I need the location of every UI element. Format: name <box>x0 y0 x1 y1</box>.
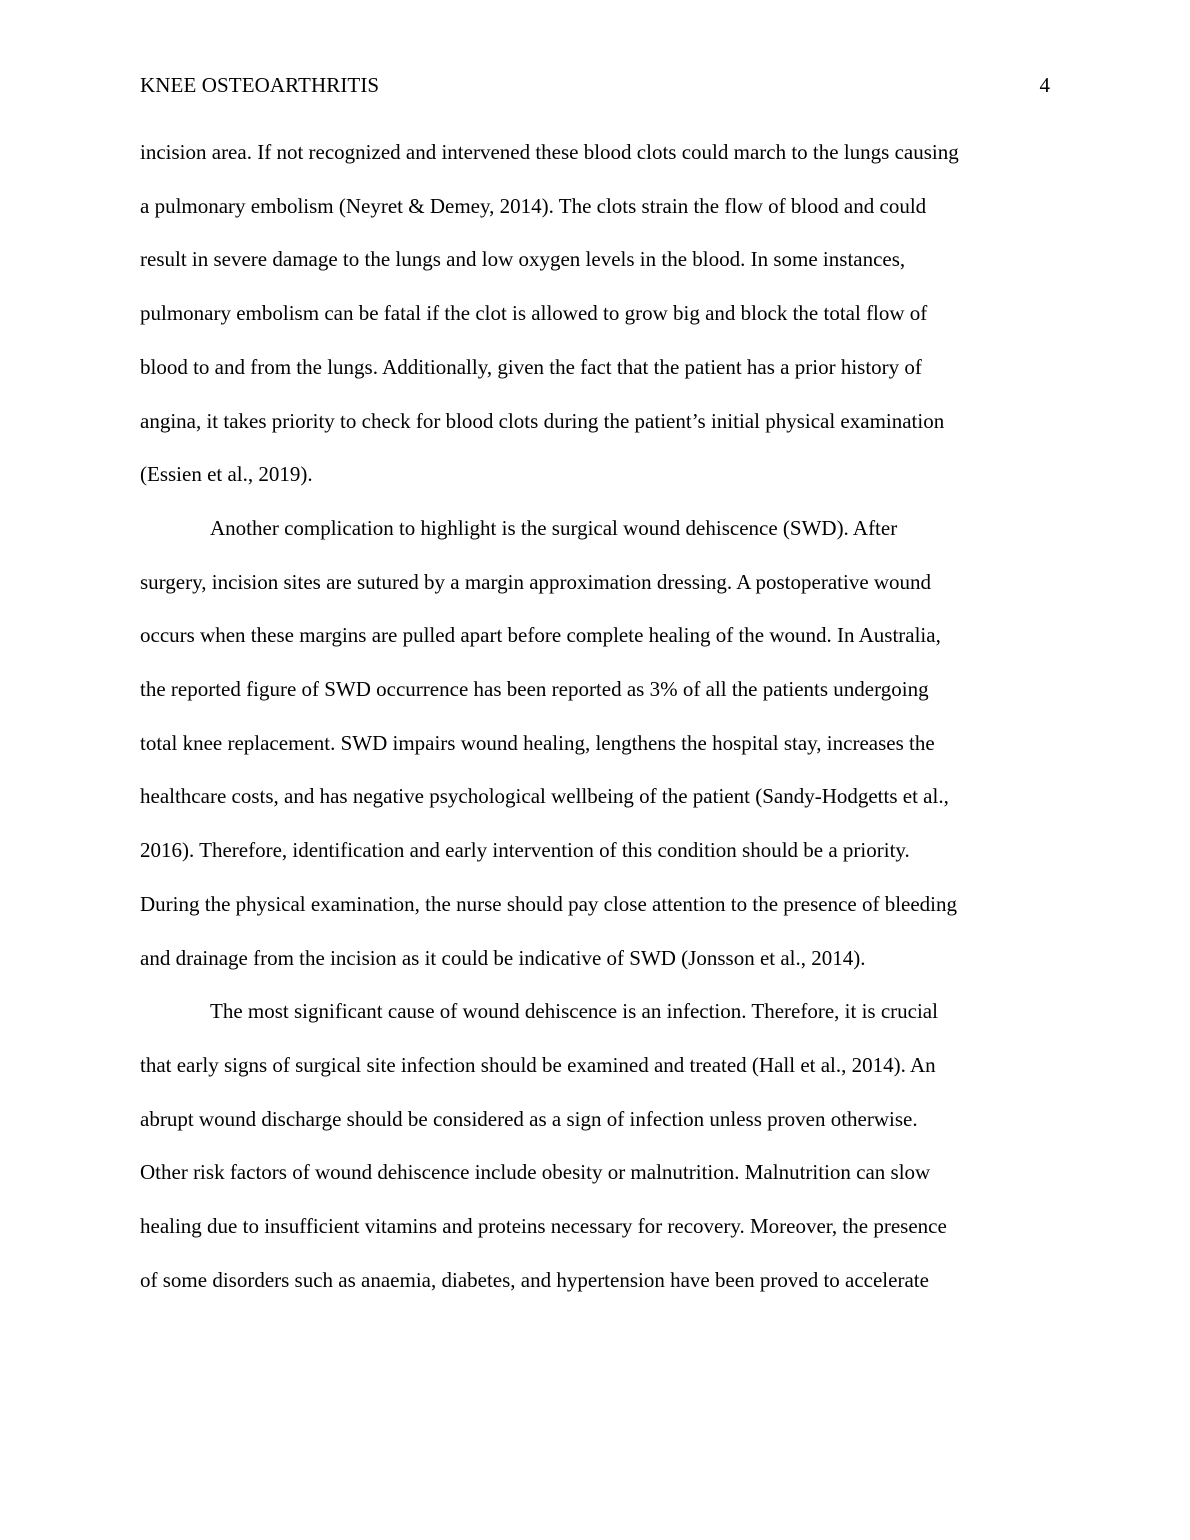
text-line: and drainage from the incision as it could be indicative of SWD (Jonsson et al., 2014). <box>140 945 866 970</box>
text-line: a pulmonary embolism (Neyret & Demey, 2014). The clots strain the flow of blood and could <box>140 193 927 218</box>
text-line: the reported figure of SWD occurrence has been reported as 3% of all the patients undergoing <box>140 677 929 702</box>
text-line: result in severe damage to the lungs and low oxygen levels in the blood. In some instances, <box>140 247 906 272</box>
text-line: total knee replacement. SWD impairs wound healing, lengthens the hospital stay, increases the <box>140 730 935 755</box>
text-line: (Essien et al., 2019). <box>140 462 313 487</box>
text-line: healing due to insufficient vitamins and proteins necessary for recovery. Moreover, the presence <box>140 1214 947 1239</box>
text-line: angina, it takes priority to check for blood clots during the patient’s initial physical examination <box>140 408 945 433</box>
text-line: 2016). Therefore, identification and early intervention of this condition should be a priority. <box>140 838 910 863</box>
text-line: abrupt wound discharge should be considered as a sign of infection unless proven otherwise. <box>140 1106 918 1131</box>
page-number: 4 <box>1039 73 1050 97</box>
paragraph-3 <box>140 985 1050 1307</box>
body-text <box>140 126 1050 1307</box>
text-line: pulmonary embolism can be fatal if the clot is allowed to grow big and block the total flow of <box>140 301 928 326</box>
text-line: During the physical examination, the nurse should pay close attention to the presence of bleeding <box>140 891 958 916</box>
paragraph-2 <box>140 502 1050 985</box>
running-head <box>140 70 1050 100</box>
running-head-title: KNEE OSTEOARTHRITIS <box>140 73 380 97</box>
text-line: that early signs of surgical site infection should be examined and treated (Hall et al., 2014). An <box>140 1052 936 1077</box>
text-line: blood to and from the lungs. Additionally, given the fact that the patient has a prior history of <box>140 354 922 379</box>
text-line: occurs when these margins are pulled apart before complete healing of the wound. In Australia, <box>140 623 941 648</box>
text-line: Other risk factors of wound dehiscence include obesity or malnutrition. Malnutrition can slow <box>140 1160 931 1185</box>
text-line: of some disorders such as anaemia, diabetes, and hypertension have been proved to accelerate <box>140 1267 929 1292</box>
text-line: incision area. If not recognized and intervened these blood clots could march to the lungs causing <box>140 140 959 164</box>
text-line: surgery, incision sites are sutured by a margin approximation dressing. A postoperative wound <box>140 569 932 594</box>
paragraph-1 <box>140 126 1050 502</box>
text-line: The most significant cause of wound dehiscence is an infection. Therefore, it is crucial <box>210 999 938 1024</box>
text-line: Another complication to highlight is the surgical wound dehiscence (SWD). After <box>210 515 898 540</box>
text-line: healthcare costs, and has negative psychological wellbeing of the patient (Sandy-Hodgetts et al., <box>140 784 949 809</box>
